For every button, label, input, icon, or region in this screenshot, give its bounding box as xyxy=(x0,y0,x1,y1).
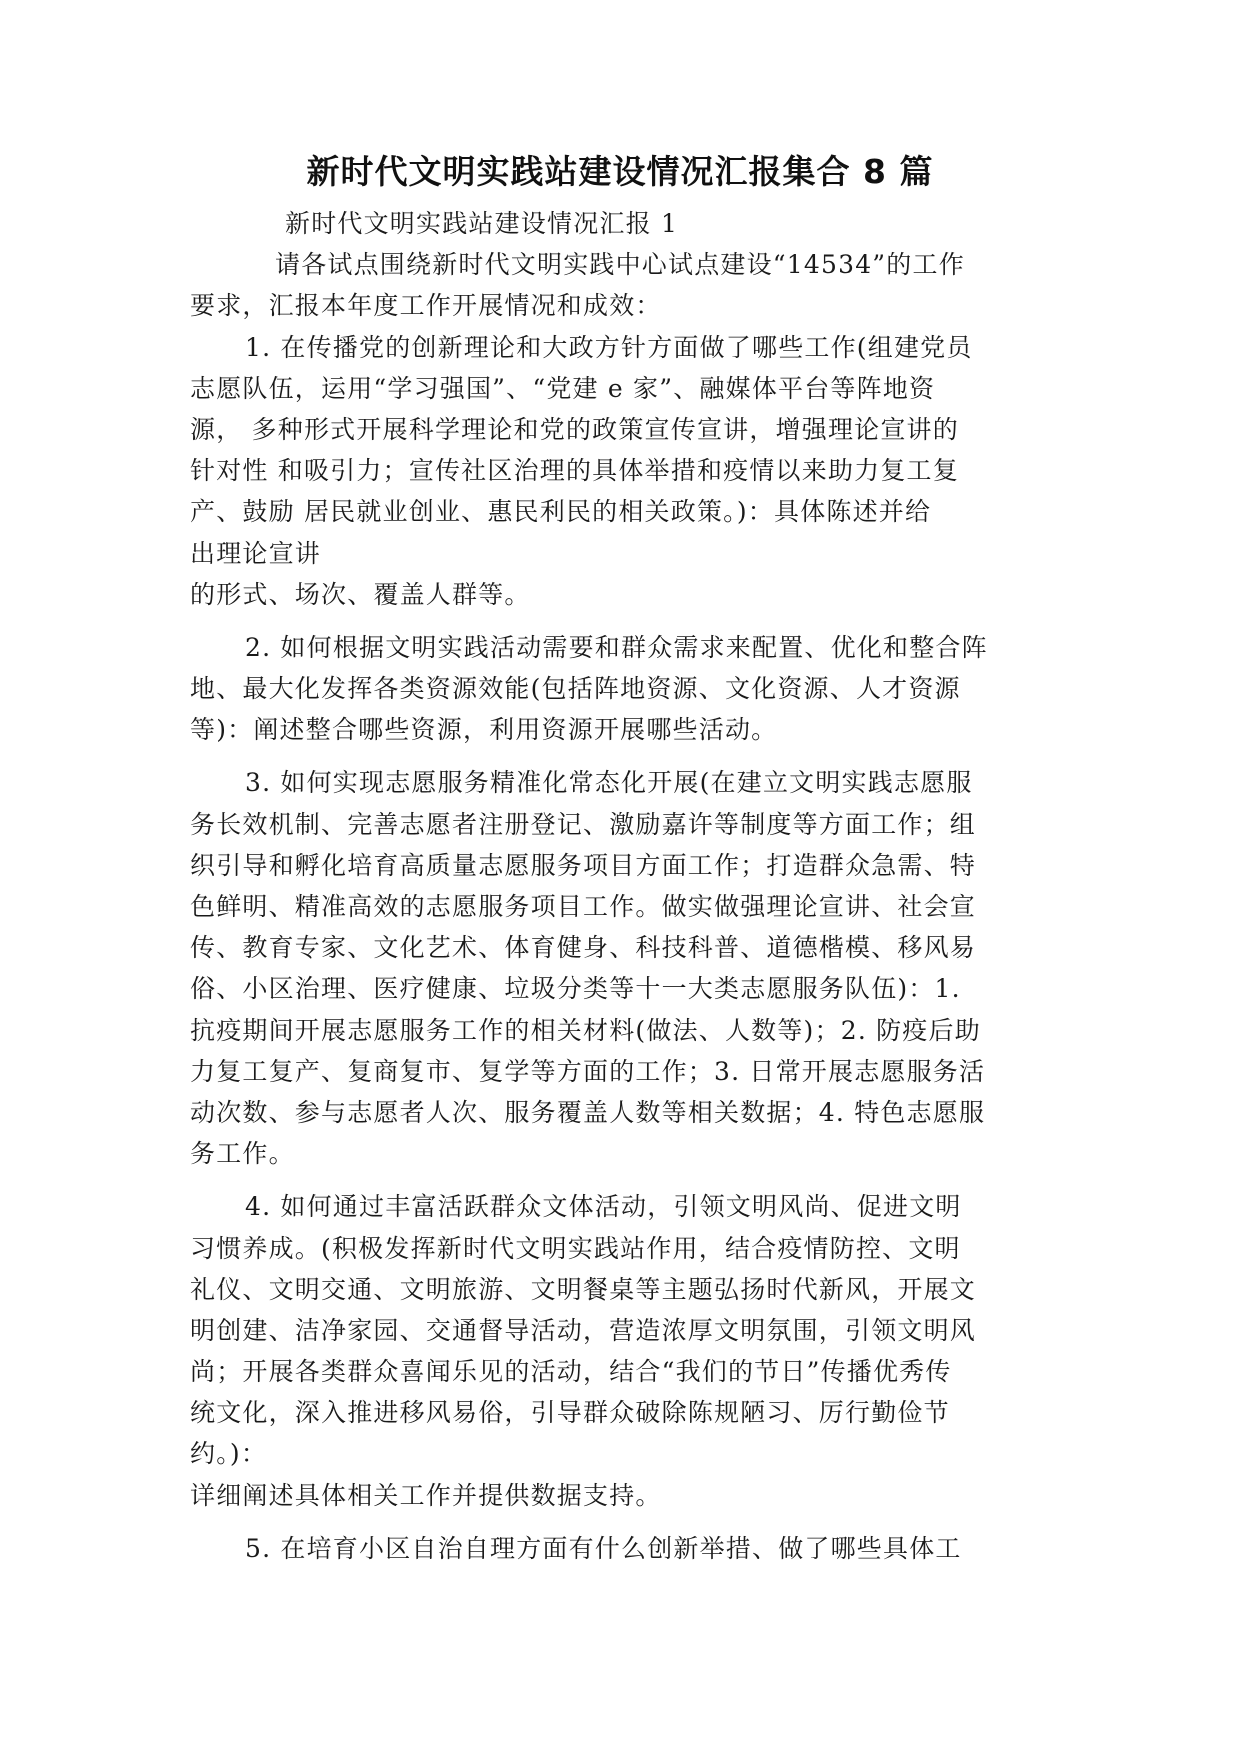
paragraph-gap xyxy=(190,750,1050,762)
paragraph-gap xyxy=(190,1174,1050,1186)
text-line: 务长效机制、完善志愿者注册登记、激励嘉许等制度等方面工作；组 xyxy=(190,809,977,839)
text-line: 力复工复产、复商复市、复学等方面的工作；3. 日常开展志愿服务活 xyxy=(190,1056,986,1086)
text-line: 请各试点围绕新时代文明实践中心试点建设“14534”的工作 xyxy=(275,250,965,280)
text-line: 产、鼓励 居民就业创业、惠民利民的相关政策。)：具体陈述并给 xyxy=(190,497,932,527)
paragraph-gap xyxy=(190,615,1050,627)
text-line: 礼仪、文明交通、文明旅游、文明餐桌等主题弘扬时代新风，开展文 xyxy=(190,1274,977,1304)
text-line: 5. 在培育小区自治自理方面有什么创新举措、做了哪些具体工 xyxy=(245,1533,962,1563)
text-line: 要求，汇报本年度工作开展情况和成效： xyxy=(190,291,662,321)
document-body xyxy=(190,203,1050,1569)
text-line: 织引导和孵化培育高质量志愿服务项目方面工作；打造群众急需、特 xyxy=(190,850,977,880)
text-line: 出理论宣讲 xyxy=(190,538,322,568)
text-line: 1. 在传播党的创新理论和大政方针方面做了哪些工作(组建党员 xyxy=(245,332,973,362)
text-line: 统文化，深入推进移风易俗，引导群众破除陈规陋习、厉行勤俭节 xyxy=(190,1398,950,1428)
text-line: 详细阐述具体相关工作并提供数据支持。 xyxy=(190,1480,662,1510)
document-title: 新时代文明实践站建设情况汇报集合 8 篇 xyxy=(306,152,934,191)
text-line: 3. 如何实现志愿服务精准化常态化开展(在建立文明实践志愿服 xyxy=(245,768,973,798)
text-line: 源， 多种形式开展科学理论和党的政策宣传宣讲，增强理论宣讲的 xyxy=(190,414,959,444)
text-line: 4. 如何通过丰富活跃群众文体活动，引领文明风尚、促进文明 xyxy=(245,1192,962,1222)
text-line: 抗疫期间开展志愿服务工作的相关材料(做法、人数等)；2. 防疫后助 xyxy=(190,1015,981,1045)
text-line: 务工作。 xyxy=(190,1139,295,1169)
text-line: 色鲜明、精准高效的志愿服务项目工作。做实做强理论宣讲、社会宣 xyxy=(190,892,977,921)
text-line: 约。)： xyxy=(190,1439,268,1469)
text-line: 习惯养成。(积极发挥新时代文明实践站作用，结合疫情防控、文明 xyxy=(190,1233,961,1263)
text-line: 新时代文明实践站建设情况汇报 1 xyxy=(285,209,679,238)
text-line: 俗、小区治理、医疗健康、垃圾分类等十一大类志愿服务队伍)：1. xyxy=(190,974,961,1004)
text-line: 明创建、洁净家园、交通督导活动，营造浓厚文明氛围，引领文明风 xyxy=(190,1315,977,1345)
text-line: 传、教育专家、文化艺术、体育健身、科技科普、道德楷模、移风易 xyxy=(190,933,977,963)
text-line: 地、最大化发挥各类资源效能(包括阵地资源、文化资源、人才资源 xyxy=(190,674,961,704)
text-line: 志愿队伍，运用“学习强国”、“党建 e 家”、融媒体平台等阵地资 xyxy=(190,373,936,403)
paragraph-gap xyxy=(190,1516,1050,1528)
text-line: 2. 如何根据文明实践活动需要和群众需求来配置、优化和整合阵 xyxy=(245,632,988,662)
text-line: 针对性 和吸引力；宣传社区治理的具体举措和疫情以来助力复工复 xyxy=(190,456,959,486)
text-line: 等)：阐述整合哪些资源，利用资源开展哪些活动。 xyxy=(190,715,778,745)
text-line: 动次数、参与志愿者人次、服务覆盖人数等相关数据；4. 特色志愿服 xyxy=(190,1097,986,1127)
text-line: 的形式、场次、覆盖人群等。 xyxy=(190,579,531,609)
text-line: 尚；开展各类群众喜闻乐见的活动，结合“我们的节日”传播优秀传 xyxy=(190,1357,952,1387)
